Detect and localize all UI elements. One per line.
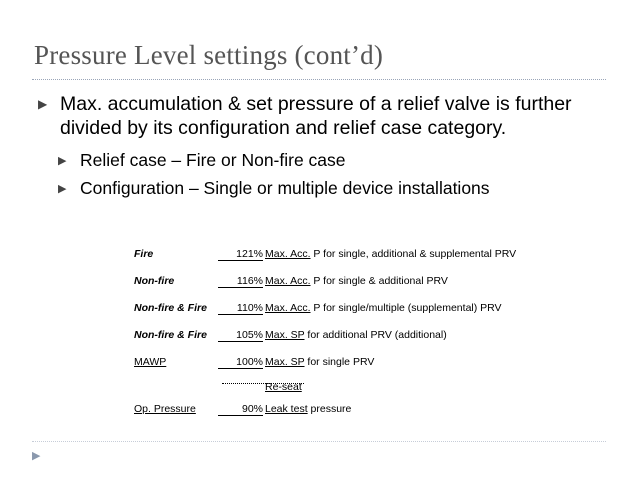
bullet-main-text: Max. accumulation & set pressure of a relief valve is further divided by its configuration and relief case category. xyxy=(60,93,572,139)
row-percent: 105% xyxy=(218,329,263,342)
row-percent: 110% xyxy=(218,302,263,315)
title-divider xyxy=(32,79,606,80)
sub-bullet-text: Configuration – Single or multiple device installations xyxy=(80,178,490,198)
sub-bullet-text: Relief case – Fire or Non-fire case xyxy=(80,150,346,170)
row-percent: 90% xyxy=(218,403,263,416)
footer-divider xyxy=(32,441,606,442)
row-percent: 121% xyxy=(218,248,263,261)
table-row xyxy=(134,356,514,383)
row-description xyxy=(265,302,502,314)
row-term: Max. SP xyxy=(265,356,305,368)
row-rest: P for single & additional PRV xyxy=(310,275,448,287)
row-term: Max. Acc. xyxy=(265,302,311,314)
sub-bullet-relief-case xyxy=(36,149,616,171)
table-row xyxy=(134,248,517,275)
bullet-main xyxy=(36,92,616,140)
table-row xyxy=(134,275,514,302)
bullet-arrow-icon: ▶ xyxy=(58,155,67,167)
slide-title: Pressure Level settings (cont’d) xyxy=(34,40,384,70)
row-description xyxy=(265,403,351,415)
row-rest: for additional PRV (additional) xyxy=(304,329,447,341)
row-percent: 100% xyxy=(218,356,263,369)
table-row xyxy=(134,329,514,356)
row-rest: P for single, additional & supplemental PRV xyxy=(310,248,517,260)
row-description xyxy=(265,248,516,260)
pressure-table xyxy=(134,248,517,430)
bullet-arrow-icon: ▶ xyxy=(58,183,67,195)
row-label: Non-fire xyxy=(134,275,175,287)
row-rest: P for single/multiple (supplemental) PRV xyxy=(310,302,502,314)
bullet-arrow-icon: ▶ xyxy=(38,97,48,111)
row-percent: 116% xyxy=(218,275,263,288)
row-label: Non-fire & Fire xyxy=(134,302,207,314)
row-label: Fire xyxy=(134,248,154,260)
row-description xyxy=(265,275,448,287)
row-label: Op. Pressure xyxy=(134,403,196,415)
row-term: Leak test xyxy=(265,403,308,415)
row-term: Max. Acc. xyxy=(265,275,311,287)
table-row xyxy=(134,302,514,329)
corner-arrow-icon: ▶ xyxy=(32,450,41,462)
table-row xyxy=(134,403,514,430)
row-description xyxy=(265,329,447,341)
row-rest: pressure xyxy=(307,403,352,415)
row-term: Max. Acc. xyxy=(265,248,311,260)
reseat-row xyxy=(134,383,514,403)
row-description xyxy=(265,356,374,368)
row-label: Non-fire & Fire xyxy=(134,329,207,341)
row-label: MAWP xyxy=(134,356,167,368)
row-rest: for single PRV xyxy=(304,356,375,368)
reseat-label: Re-seat xyxy=(265,381,302,393)
sub-bullet-configuration xyxy=(36,177,616,199)
bullet-list xyxy=(36,92,616,199)
row-term: Max. SP xyxy=(265,329,305,341)
